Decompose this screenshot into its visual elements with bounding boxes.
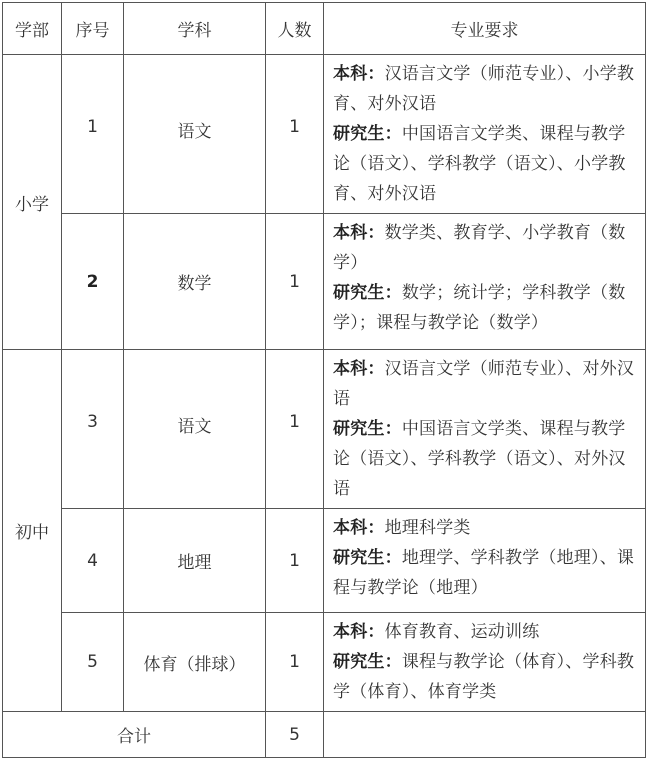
grad-label: 研究生：: [333, 419, 402, 439]
undergrad-requirement: [333, 354, 641, 414]
seq-cell: [62, 350, 124, 509]
seq-cell: 5: [62, 613, 124, 712]
grad-majors: 课程与教学论（体育）、学科教学（体育）、体育学类: [333, 652, 635, 702]
total-count: 5: [266, 712, 324, 758]
count-cell: [266, 350, 324, 509]
grad-label: 研究生：: [333, 124, 402, 144]
requirements-cell: [324, 350, 646, 509]
grad-majors: 中国语言文学类、课程与教学论（语文）、学科教学（语文）、小学教育、对外汉语: [333, 124, 626, 204]
seq-cell: 4: [62, 509, 124, 613]
grad-majors: 地理学、学科教学（地理）、课程与教学论（地理）: [333, 548, 635, 598]
count-cell: 1: [266, 613, 324, 712]
undergrad-requirement: [333, 513, 641, 543]
total-requirements-empty: [324, 712, 646, 758]
undergrad-label: 本科：: [333, 223, 385, 243]
grad-majors: 数学；统计学；学科教学（数学）；课程与教学论（数学）: [333, 283, 626, 333]
undergrad-label: 本科：: [333, 359, 385, 379]
count-cell: 1: [266, 214, 324, 350]
grad-requirement: [333, 543, 641, 603]
table-row: [3, 613, 646, 712]
subject-cell: 地理: [124, 509, 266, 613]
count-value: 1: [289, 117, 300, 137]
undergrad-majors: 体育教育、运动训练: [384, 622, 540, 642]
undergrad-majors: 地理科学类: [384, 518, 471, 538]
grad-label: 研究生：: [333, 283, 402, 303]
subject-cell: 数学: [124, 214, 266, 350]
grad-majors: 中国语言文学类、课程与教学论（语文）、学科教学（语文）、对外汉语: [333, 419, 626, 499]
count-cell: 1: [266, 509, 324, 613]
header-requirements: 专业要求: [324, 3, 646, 55]
undergrad-label: 本科：: [333, 64, 385, 84]
department-cell: 小学: [3, 55, 62, 350]
recruitment-requirements-table: [2, 2, 646, 758]
seq-cell: [62, 214, 124, 350]
grad-label: 研究生：: [333, 548, 402, 568]
seq-value: 2: [86, 271, 99, 292]
total-row: [3, 712, 646, 758]
subject-value: 语文: [177, 122, 212, 142]
subject-value: 语文: [177, 417, 212, 437]
grad-label: 研究生：: [333, 652, 402, 672]
header-row: [3, 3, 646, 55]
header-subject: 学科: [124, 3, 266, 55]
header-count: 人数: [266, 3, 324, 55]
count-cell: [266, 55, 324, 214]
seq-value: 3: [87, 412, 98, 432]
undergrad-label: 本科：: [333, 518, 385, 538]
seq-cell: [62, 55, 124, 214]
undergrad-requirement: [333, 617, 641, 647]
requirements-cell: [324, 214, 646, 350]
grad-requirement: [333, 278, 641, 338]
grad-requirement: [333, 414, 641, 504]
requirements-cell: [324, 509, 646, 613]
table-row: [3, 509, 646, 613]
header-seq: 序号: [62, 3, 124, 55]
table-row: [3, 55, 646, 214]
undergrad-majors: 汉语言文学（师范专业）、对外汉语: [333, 359, 635, 409]
grad-requirement: [333, 119, 641, 209]
table-row: [3, 350, 646, 509]
requirements-cell: [324, 613, 646, 712]
undergrad-label: 本科：: [333, 622, 385, 642]
undergrad-requirement: [333, 218, 641, 278]
undergrad-requirement: [333, 59, 641, 119]
subject-cell: [124, 350, 266, 509]
header-department: 学部: [3, 3, 62, 55]
subject-cell: 体育（排球）: [124, 613, 266, 712]
table-row: [3, 214, 646, 350]
grad-requirement: [333, 647, 641, 707]
subject-cell: [124, 55, 266, 214]
seq-value: 1: [87, 117, 98, 137]
count-value: 1: [289, 412, 300, 432]
undergrad-majors: 数学类、教育学、小学教育（数学）: [333, 223, 626, 273]
total-label: 合计: [3, 712, 266, 758]
undergrad-majors: 汉语言文学（师范专业）、小学教育、对外汉语: [333, 64, 635, 114]
requirements-cell: [324, 55, 646, 214]
department-cell: 初中: [3, 350, 62, 712]
